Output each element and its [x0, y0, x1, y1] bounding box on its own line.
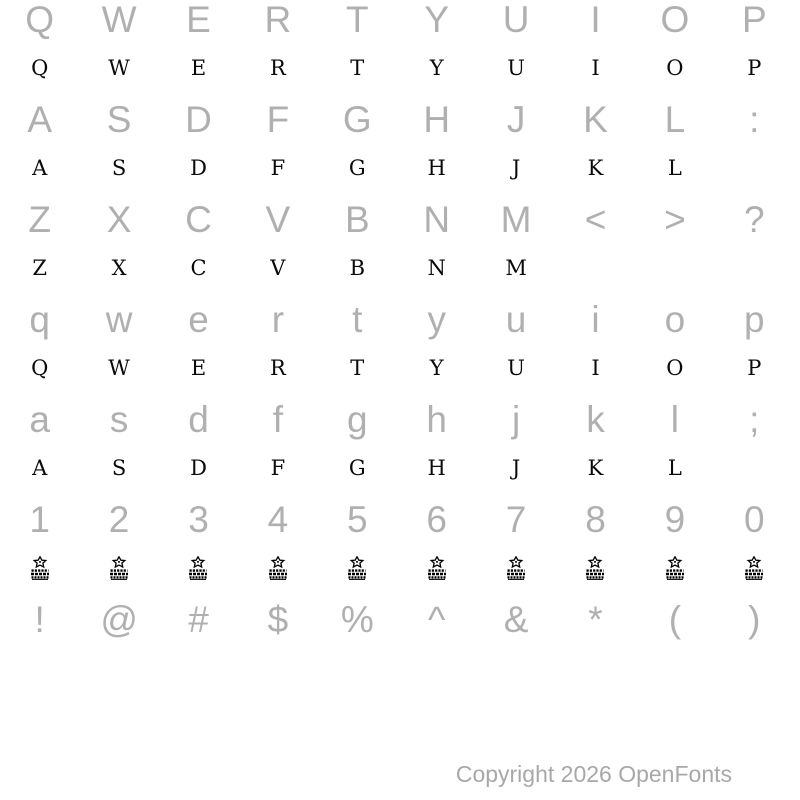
rendered-glyph: L	[667, 155, 682, 180]
reference-glyph: M	[500, 198, 532, 240]
reference-glyph: ^	[428, 598, 446, 640]
reference-glyph: :	[749, 98, 760, 140]
rendered-glyph: N	[427, 255, 446, 280]
rendered-glyph: R	[269, 55, 286, 80]
rendered-glyph	[476, 556, 555, 581]
star-building-glyph	[268, 556, 288, 581]
reference-row	[0, 294, 794, 344]
reference-glyph: J	[506, 98, 526, 140]
reference-glyph: ;	[749, 398, 760, 440]
rendered-glyph: Y	[429, 355, 444, 380]
copyright-text: Copyright 2026 OpenFonts	[455, 761, 732, 787]
rendered-glyph	[0, 556, 79, 581]
reference-glyph: F	[266, 98, 290, 140]
glyph-row-pair-1	[0, 0, 794, 100]
rendered-glyph: J	[511, 155, 521, 180]
reference-glyph: $	[267, 598, 289, 640]
rendered-glyph: E	[190, 355, 207, 380]
reference-glyph: L	[664, 98, 686, 140]
rendered-glyph: D	[190, 455, 207, 480]
reference-glyph: o	[664, 298, 686, 340]
rendered-glyph: U	[507, 355, 525, 380]
reference-glyph: i	[591, 298, 600, 340]
rendered-glyph: E	[190, 55, 207, 80]
reference-glyph: Q	[25, 0, 55, 40]
reference-glyph: T	[345, 0, 369, 40]
reference-glyph: r	[271, 298, 285, 340]
reference-glyph: V	[265, 198, 291, 240]
reference-glyph: y	[427, 298, 446, 340]
rendered-glyph: X	[111, 255, 127, 280]
rendered-glyph: K	[587, 455, 604, 480]
glyph-row-pair-6	[0, 500, 794, 600]
rendered-glyph: C	[190, 255, 207, 280]
reference-glyph: a	[29, 398, 50, 440]
rendered-row	[0, 343, 794, 393]
reference-row	[0, 494, 794, 544]
reference-glyph: 2	[108, 498, 130, 540]
rendered-glyph: Z	[32, 255, 47, 280]
reference-glyph: W	[101, 0, 137, 40]
reference-glyph: N	[423, 198, 451, 240]
reference-glyph: #	[188, 598, 209, 640]
rendered-glyph: P	[747, 55, 762, 80]
reference-glyph: <	[584, 198, 607, 240]
rendered-glyph	[556, 556, 635, 581]
reference-glyph: j	[511, 398, 521, 440]
reference-row	[0, 0, 794, 44]
rendered-glyph: H	[427, 455, 446, 480]
rendered-row	[0, 643, 794, 693]
reference-glyph: l	[670, 398, 679, 440]
rendered-glyph: G	[348, 455, 366, 480]
reference-row	[0, 94, 794, 144]
rendered-glyph: K	[587, 155, 604, 180]
rendered-glyph: P	[747, 355, 762, 380]
rendered-glyph: Q	[31, 55, 49, 80]
rendered-glyph: V	[270, 255, 286, 280]
reference-glyph: q	[29, 298, 50, 340]
reference-glyph: d	[188, 398, 209, 440]
reference-glyph: h	[426, 398, 447, 440]
star-building-glyph	[427, 556, 447, 581]
reference-glyph: ?	[744, 198, 765, 240]
rendered-row	[0, 43, 794, 93]
rendered-glyph: G	[348, 155, 366, 180]
reference-glyph: p	[744, 298, 765, 340]
reference-glyph: 0	[744, 498, 765, 540]
reference-glyph: w	[105, 298, 133, 340]
reference-glyph: H	[423, 98, 451, 140]
rendered-glyph: B	[349, 255, 366, 280]
rendered-row	[0, 443, 794, 493]
reference-glyph: u	[505, 298, 527, 340]
rendered-row	[0, 543, 794, 593]
reference-glyph: S	[106, 98, 132, 140]
rendered-glyph: O	[666, 355, 684, 380]
reference-glyph: P	[741, 0, 767, 40]
rendered-glyph: W	[108, 55, 130, 80]
reference-glyph: >	[664, 198, 686, 240]
reference-glyph: E	[186, 0, 211, 40]
reference-glyph: t	[352, 298, 363, 340]
rendered-glyph: S	[111, 155, 127, 180]
reference-glyph: B	[344, 198, 370, 240]
rendered-glyph	[79, 556, 158, 581]
reference-glyph: 9	[664, 498, 686, 540]
rendered-glyph	[159, 556, 238, 581]
reference-glyph: 1	[29, 498, 50, 540]
rendered-glyph: T	[350, 355, 365, 380]
glyph-row-pair-2	[0, 100, 794, 200]
rendered-glyph: T	[350, 55, 365, 80]
reference-glyph: e	[188, 298, 209, 340]
rendered-glyph: Q	[31, 355, 49, 380]
rendered-row	[0, 243, 794, 293]
star-building-glyph	[109, 556, 129, 581]
reference-glyph: R	[264, 0, 292, 40]
rendered-glyph: U	[507, 55, 525, 80]
reference-glyph: 7	[505, 498, 527, 540]
glyph-row-pair-7	[0, 600, 794, 700]
rendered-row	[0, 143, 794, 193]
reference-glyph: 5	[347, 498, 368, 540]
reference-glyph: 6	[426, 498, 447, 540]
reference-glyph: &	[503, 598, 529, 640]
star-building-glyph	[30, 556, 50, 581]
rendered-glyph: H	[427, 155, 446, 180]
rendered-glyph: Y	[429, 55, 444, 80]
reference-glyph: s	[109, 398, 129, 440]
rendered-glyph: I	[591, 355, 600, 380]
rendered-glyph: W	[108, 355, 130, 380]
star-building-glyph	[506, 556, 526, 581]
rendered-glyph	[318, 556, 397, 581]
reference-glyph: 4	[267, 498, 289, 540]
glyph-row-pair-5	[0, 400, 794, 500]
rendered-glyph	[715, 556, 794, 581]
rendered-glyph	[238, 556, 317, 581]
reference-glyph: X	[106, 198, 132, 240]
rendered-glyph: A	[32, 455, 48, 480]
rendered-glyph: J	[511, 455, 521, 480]
reference-glyph: Y	[424, 0, 450, 40]
reference-glyph: D	[185, 98, 212, 140]
reference-glyph: Z	[28, 198, 51, 240]
rendered-glyph: F	[270, 455, 286, 480]
reference-glyph: 3	[188, 498, 209, 540]
reference-glyph: @	[100, 598, 138, 640]
reference-glyph: G	[342, 98, 372, 140]
rendered-glyph	[635, 556, 714, 581]
reference-row	[0, 194, 794, 244]
glyph-row-pair-4	[0, 300, 794, 400]
rendered-glyph: O	[666, 55, 684, 80]
star-building-glyph	[188, 556, 208, 581]
star-building-glyph	[347, 556, 367, 581]
reference-glyph: g	[347, 398, 368, 440]
rendered-glyph: M	[505, 255, 527, 280]
reference-glyph: !	[34, 598, 45, 640]
reference-glyph: I	[590, 0, 601, 40]
reference-glyph: )	[748, 598, 761, 640]
rendered-glyph: R	[269, 355, 286, 380]
reference-glyph: k	[586, 398, 605, 440]
reference-glyph: U	[502, 0, 530, 40]
rendered-glyph: I	[591, 55, 600, 80]
reference-glyph: f	[272, 398, 284, 440]
reference-glyph: 8	[585, 498, 606, 540]
star-building-glyph	[744, 556, 764, 581]
rendered-glyph: L	[667, 455, 682, 480]
star-building-glyph	[665, 556, 685, 581]
reference-glyph: (	[668, 598, 682, 640]
star-building-glyph	[585, 556, 605, 581]
reference-glyph: *	[588, 598, 603, 640]
rendered-glyph: S	[111, 455, 127, 480]
rendered-glyph	[397, 556, 476, 581]
rendered-glyph: D	[190, 155, 207, 180]
reference-glyph: K	[583, 98, 608, 140]
rendered-glyph: F	[270, 155, 286, 180]
reference-glyph: %	[340, 598, 374, 640]
reference-row	[0, 594, 794, 644]
reference-glyph: O	[660, 0, 690, 40]
glyph-row-pair-3	[0, 200, 794, 300]
reference-glyph: A	[27, 98, 53, 140]
reference-row	[0, 394, 794, 444]
reference-glyph: C	[185, 198, 212, 240]
rendered-glyph: A	[32, 155, 48, 180]
